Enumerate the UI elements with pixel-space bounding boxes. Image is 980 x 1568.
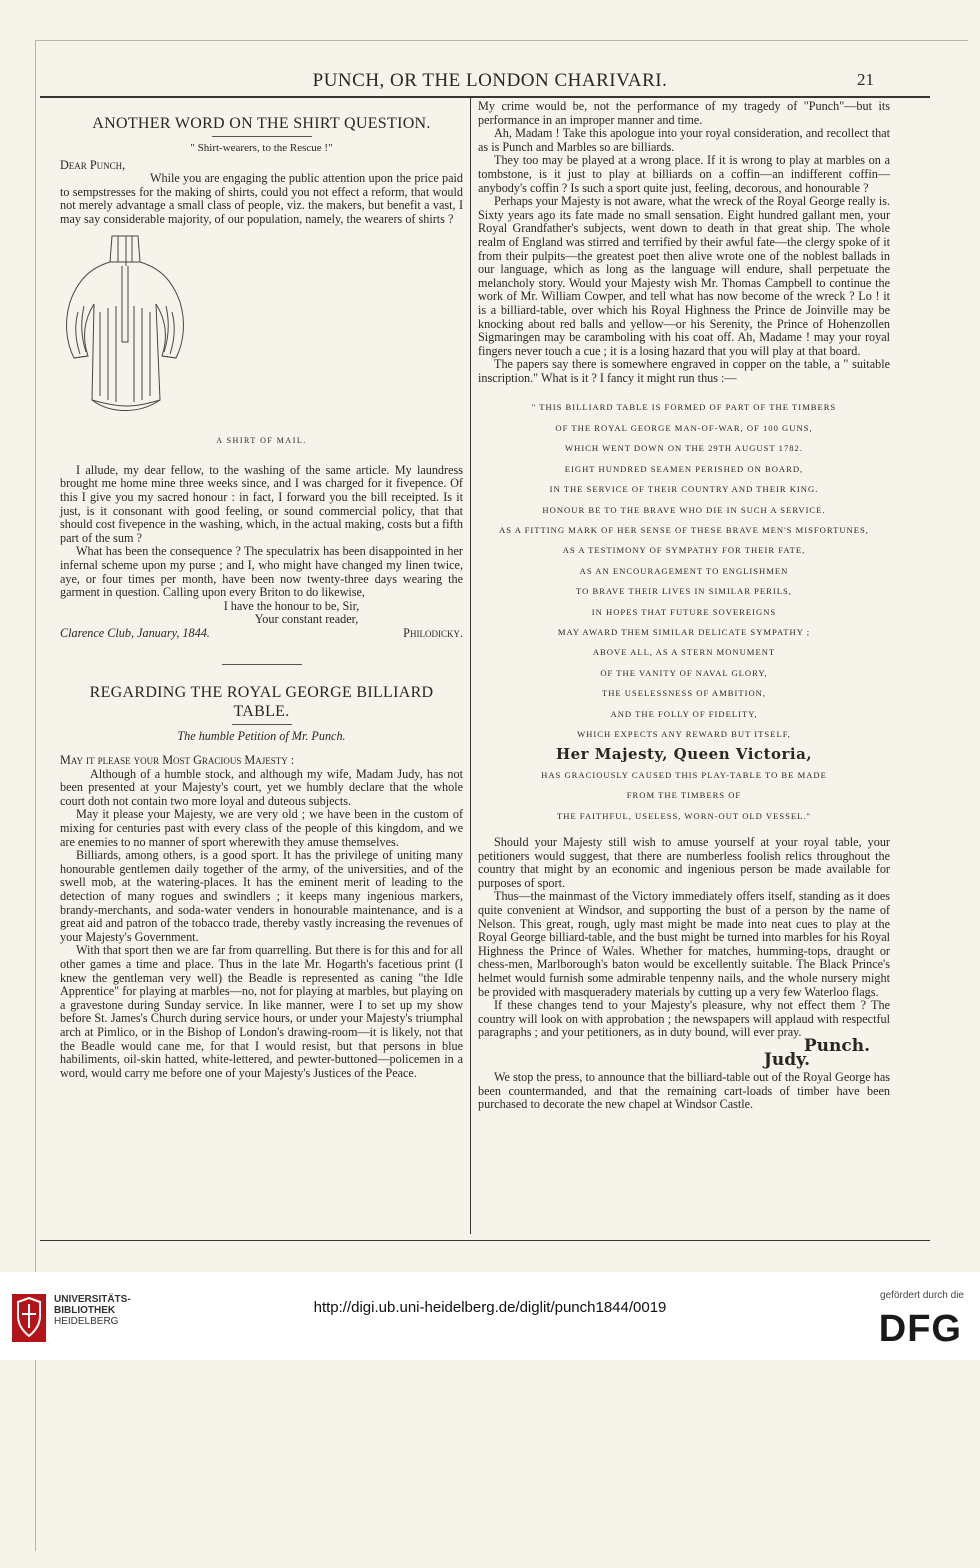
right-column xyxy=(478,100,890,1112)
petition-paragraph-4: With that sport then we are far from quarrelling. But there is for this and for all other games a time and place. Thus in the late Mr. Hogarth's facetious print (I knew the gentleman very well) the Beadle is represented as caning "the Idle Apprentice" for playing at marbles—no, not for playing at marbles, but playing on a gravestone during Sunday service. In like manner, were I to set up my show before St. James's Church during service hours, or under your Majesty's triumphal arch at Pimlico, or in the Bishop of London's drawing-room—it is likely, not that the Beadle would cane me, for that I would resist, but that persons in blue habiliments, oil-skin hatted, white-lettered, and pewter-buttoned—policemen in a word, would carry me before one of your Majesty's Justices of the Peace. xyxy=(60,943,463,1080)
right-paragraph-3: They too may be played at a wrong place. If it is wrong to play at marbles on a tombstone, is it just to play at billiards on a coffin—an indifferent coffin—anybody's coffin ? Is such a sport quite just, feeling, decorous, and honourable ? xyxy=(478,153,890,195)
inscription-line: AS AN ENCOURAGEMENT TO ENGLISHMEN xyxy=(579,565,789,576)
shirt-illustration xyxy=(60,232,190,422)
left-column xyxy=(60,100,463,1080)
address-line: May it please your Most Gracious Majesty : xyxy=(60,753,295,768)
signature-judy: Judy. xyxy=(763,1049,810,1070)
inscription-line: FROM THE TIMBERS OF xyxy=(626,790,742,801)
header-rule xyxy=(40,96,930,98)
dfg-logo: DFG xyxy=(878,1308,962,1350)
section-divider xyxy=(222,664,302,665)
petition-subtitle: The humble Petition of Mr. Punch. xyxy=(177,729,346,744)
signature-philodicky: Philodicky. xyxy=(403,625,463,640)
inscription-block xyxy=(478,397,890,826)
inscription-line: HONOUR BE TO THE BRAVE WHO DIE IN SUCH A SERVICE. xyxy=(542,504,826,515)
inscription-line: TO BRAVE THEIR LIVES IN SIMILAR PERILS, xyxy=(576,586,792,597)
petition-paragraph-1: Although of a humble stock, and although my wife, Madam Judy, has not been presented at your Majesty's court, yet we humbly declare that the whole court doth not contain two more loyal and duteous subjects. xyxy=(60,766,463,808)
funded-by-label: gefördert durch die xyxy=(880,1290,964,1301)
epigraph: " Shirt-wearers, to the Rescue !" xyxy=(190,142,333,154)
shirt-paragraph-2: I allude, my dear fellow, to the washing of the same article. My laundress brought me home mine three weeks since, and I was charged for it fivepence. Of this I give you my sacred honour : in fact, I forward you the bill receipted. Is it just, is it consonant with good feeling, or sound commercial policy, that that should cost fivepence in the washing, which, in the actual making, costs but a fifth part of the sum ? xyxy=(60,462,463,545)
petition-paragraph-2: May it please your Majesty, we are very old ; we have been in the custom of mixing for centuries past with every class of the people of this kingdom, and we are enemies to no manner of sport wherewith they amuse themselves. xyxy=(60,807,463,849)
petition-paragraph-3: Billiards, among others, is a good sport. It has the privilege of uniting many honourable gentlemen daily together of the army, of the universities, and of the swell mob, at the watering-places. It has the eminent merit of leading to the detection of many rogues and swindlers ; it keeps many ingenious markers, brandy-merchants, and soda-water venders in honourable maintenance, and is a great aid and patron of the tobacco trade, thereby vastly increasing the revenues of your Majesty's Government. xyxy=(60,848,463,944)
inscription-line: EIGHT HUNDRED SEAMEN PERISHED ON BOARD, xyxy=(564,463,804,474)
inscription-line: IN HOPES THAT FUTURE SOVEREIGNS xyxy=(591,606,777,617)
inscription-line: OF THE VANITY OF NAVAL GLORY, xyxy=(600,667,768,678)
closing-line-2: Your constant reader, xyxy=(254,612,359,627)
signature-punch: Punch. xyxy=(803,1035,870,1056)
signature-line xyxy=(60,627,463,641)
title-rule-2 xyxy=(232,724,292,725)
institution-line-3: HEIDELBERG xyxy=(54,1316,119,1327)
inscription-line: THE FAITHFUL, USELESS, WORN-OUT OLD VESSEL." xyxy=(556,810,812,821)
page-number: 21 xyxy=(857,70,874,89)
inscription-line: HAS GRACIOUSLY CAUSED THIS PLAY-TABLE TO BE MADE xyxy=(541,769,827,780)
right-paragraph-8: If these changes tend to your Majesty's pleasure, why not effect them ? The country will look on with approbation ; the newspapers will applaud with respectful paragraphs ; and your petitioners, as in duty bound, will ever pray. xyxy=(478,998,890,1040)
page-header-title: PUNCH, OR THE LONDON CHARIVARI. xyxy=(312,70,668,91)
inscription-line: THE USELESSNESS OF AMBITION, xyxy=(601,688,767,699)
institution-line-2: BIBLIOTHEK xyxy=(54,1305,116,1316)
right-paragraph-5: The papers say there is somewhere engraved in copper on the table, a " suitable inscription." What is it ? I fancy it might run thus :— xyxy=(478,357,890,385)
inscription-line: AND THE FOLLY OF FIDELITY, xyxy=(610,708,758,719)
inscription-line: AS A FITTING MARK OF HER SENSE OF THESE BRAVE MEN'S MISFORTUNES, xyxy=(499,524,869,535)
source-url-link[interactable]: http://digi.ub.uni-heidelberg.de/diglit/punch1844/0019 xyxy=(313,1299,667,1316)
salutation: Dear Punch, xyxy=(60,157,126,172)
illustration-caption: A SHIRT OF MAIL. xyxy=(216,436,307,446)
article-title-billiard-2: TABLE. xyxy=(233,703,290,721)
inscription-line: MAY AWARD THEM SIMILAR DELICATE SYMPATHY ; xyxy=(557,626,811,637)
title-rule xyxy=(212,136,312,137)
article-title-billiard-1: REGARDING THE ROYAL GEORGE BILLIARD xyxy=(89,684,434,702)
institution-line-1: UNIVERSITÄTS- xyxy=(54,1294,131,1305)
right-paragraph-9: We stop the press, to announce that the billiard-table out of the Royal George has been countermanded, and that the remaining cart-loads of timber have been purchased to decorate the new chapel at Windsor Castle. xyxy=(478,1070,890,1112)
bottom-rule xyxy=(40,1240,930,1241)
digitization-footer xyxy=(0,1272,980,1360)
right-paragraph-2: Ah, Madam ! Take this apologue into your royal consideration, and recollect that as is Punch and Marbles so are billiards. xyxy=(478,126,890,154)
right-paragraph-1: My crime would be, not the performance of my tragedy of "Punch"—but its performance in an improper manner and time. xyxy=(478,99,890,127)
inscription-line: WHICH EXPECTS ANY REWARD BUT ITSELF, xyxy=(577,728,791,739)
right-paragraph-4: Perhaps your Majesty is not aware, what the wreck of the Royal George really is. Sixty years ago its fate made no small sensation. Eight hundred gallant men, your Royal Grandfather's subjects, went down to death in that great ship. The whole realm of England was stirred and terrified by their awful fate—the clergy spoke of it from their pulpits—the greatest poet then alive wrote one of the noblest ballads in our language, which as long as the language will endure, shall perpetuate the melancholy story. Would your Majesty wish Mr. Thomas Campbell to continue the work of Mr. William Cowper, and tell what has now become of the wreck ? Lo ! it is a billiard-table, over which his Royal Highness the Prince de Joinville may be knocking about red balls and yellow—or his Serenity, the Prince of Hohenzollen Sigmaringen may be caramboling with his coat off. Ah, Madame ! may your royal fingers never touch a cue ; it is a losing hazard that you will play at that board. xyxy=(478,194,890,358)
inscription-line: " THIS BILLIARD TABLE IS FORMED OF PART OF THE TIMBERS xyxy=(531,402,837,413)
inscription-line: AS A TESTIMONY OF SYMPATHY FOR THEIR FATE, xyxy=(562,545,806,556)
inscription-line: ABOVE ALL, AS A STERN MONUMENT xyxy=(592,647,776,658)
right-paragraph-6: Should your Majesty still wish to amuse yourself at your royal table, your petitioners would suggest, that there are numberless foolish relics throughout the country that might by an economic and ingenious person be made available for purposes of sport. xyxy=(478,835,890,890)
article-title-shirt: ANOTHER WORD ON THE SHIRT QUESTION. xyxy=(92,115,431,132)
closing-line-1: I have the honour to be, Sir, xyxy=(223,598,360,613)
shirt-paragraph-1: While you are engaging the public attention upon the price paid to sempstresses for the making of shirts, could you not effect a reform, that would not merely advantage a small class of people, viz. the makers, but benefit a vast, I may say considerable majority, of our population, namely, the wearers of shirts ? xyxy=(60,171,463,226)
dateline: Clarence Club, January, 1844. xyxy=(60,625,210,640)
inscription-line: OF THE ROYAL GEORGE MAN-OF-WAR, OF 100 GUNS, xyxy=(555,422,813,433)
inscription-queen: Her Majesty, Queen Victoria, xyxy=(555,745,813,764)
right-paragraph-7: Thus—the mainmast of the Victory immediately offers itself, standing as it does quite convenient at Windsor, and supporting the bust of a person by the name of Nelson. This great, rough, ugly mast might be made into neat cues to play at the Royal George billiard-table, and the bust might be turned into marbles for his Royal Highness the Prince of Wales. Whether for matches, humming-tops, draught or chess-men, Marlborough's baton would be excellently suitable. The Black Prince's helmet would furnish some admirable tenpenny nails, and the whole nursery might be provided with masqueradery materials by cutting up a very few Waterloo flags. xyxy=(478,889,890,999)
column-separator xyxy=(470,98,471,1234)
shirt-paragraph-3: What has been the consequence ? The speculatrix has been disappointed in her infernal scheme upon my purse ; and I, who might have changed my linen twice, aye, or four times per month, have been now twenty-three days wearing the garment in question. Calling upon every Briton to do likewise, xyxy=(60,544,463,600)
inscription-line: WHICH WENT DOWN ON THE 29TH AUGUST 1782. xyxy=(565,443,803,454)
inscription-line: IN THE SERVICE OF THEIR COUNTRY AND THEIR KING. xyxy=(549,484,819,495)
